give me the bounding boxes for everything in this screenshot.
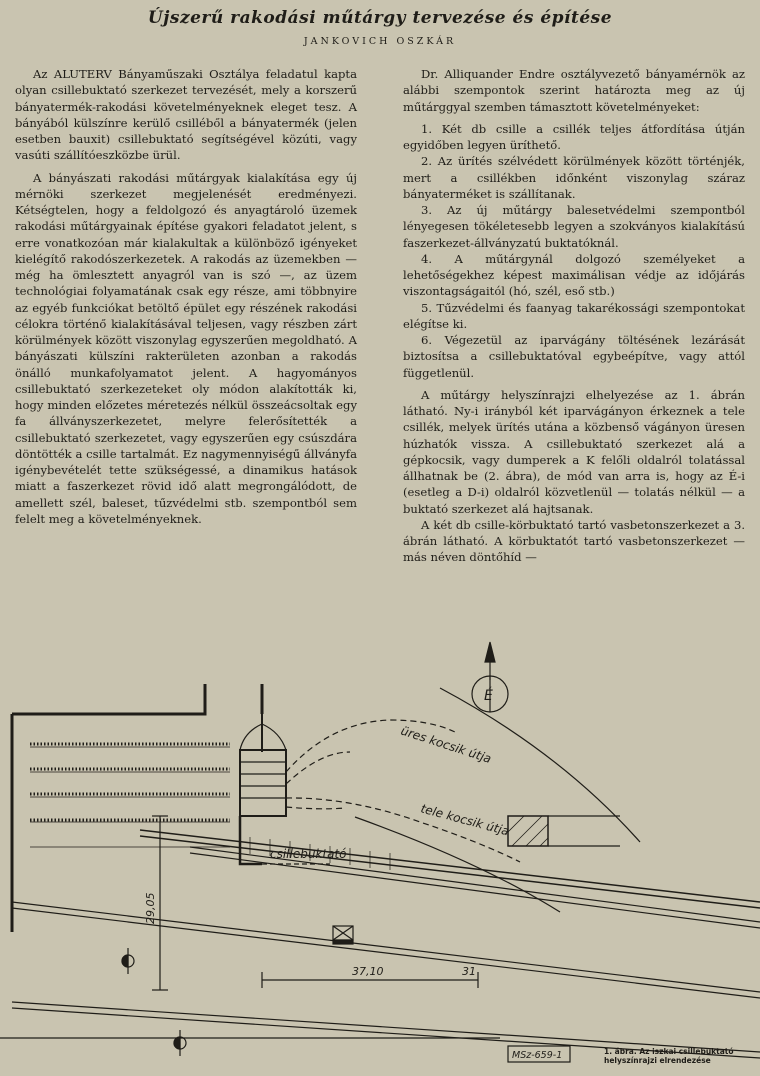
left-paragraph-2: A bányászati rakodási műtárgyak kialakítása egy új mérnöki szerkezet megjelenését eredményezi. Kétségtelen, hogy a feldolgozó és anyagtároló üzemek rakodási műtárgyainak építése gyakori feladatot jelent, s erre vonatkozóan már kialakultak a különböző igényeket kielégítő rakodószerkezetek. A rakodás az üzemekben — még ha ömlesztett anyagról van is szó —, az üzem technológiai folyamatának csak egy része, ami többnyire az egyéb funkciókat betöltő épület egy részének rakodási célokra történő kialakításával teljesen, vagy részben zárt körülmények között viszonylag egyszerűen megoldható. A bányászati külszíni rakterületen azonban a rakodás önálló munkafolyamatot jelent. A hagyományos csillebuktató szerkezeteket oly módon alakították ki, hogy minden előzetes méretezés nélkül összeácsoltak egy fa állványszerkezetet, melyre felerősítették a csillebuktató szerkezetet, vagy egyszerűen egy csúszdára döntötték a csille tartalmát. Ez nagymennyiségű állványfa igénybevételét tette szükségessé, a dinamikus hatások miatt a faszerkezet rövid idő alatt megrongálódott, de amellett szél, baleset, tűzvédelmi stb. szempontból sem felelt meg a követelményeknek.	[15, 170, 357, 526]
empty-car-label: üres kocsik útja	[399, 723, 494, 766]
railway-track-5	[12, 902, 760, 992]
requirement-4: 4. A műtárgynál dolgozó személyeket a lehetőségekhez képest maximálisan védje az időjárás viszontagságaitól (hó, szél, eső stb.)	[403, 251, 745, 299]
dumper-shelter	[508, 816, 548, 846]
signal-marker-1-fill	[122, 955, 128, 967]
railway-track-7	[12, 1002, 760, 1052]
requirement-2: 2. Az ürítés szélvédett körülmények között történjék, mert a csillékben időnként viszonylag száraz bányaterméket is szállítanak.	[403, 154, 745, 201]
north-arrow-head	[485, 642, 495, 662]
empty-car-branch	[286, 752, 350, 784]
switch-base	[333, 940, 353, 944]
boundary-wall-north	[12, 684, 205, 714]
site-plan-figure	[0, 632, 760, 1076]
dim-horizontal-label: 37,10	[352, 965, 384, 978]
railway-track-2	[140, 836, 760, 908]
article-title: Újszerű rakodási műtárgy tervezése és építése	[147, 8, 613, 28]
site-paragraph: A műtárgy helyszínrajzi elhelyezése az 1. ábrán látható. Ny-i irányból két iparvágányon érkeznek a tele csillék, melyek ürítés utána a közbenső vágányon üresen húzhatók vissza. A csillebuktató szerkezet alá a gépkocsik, vagy dumperek a K felőli oldalról tolatással állhatnak be (2. ábra), de mód van arra is, hogy az É-i (esetleg a D-i) oldalról közvetlenül — tolatás nélkül — a buktató szerkezet alá hajtsanak.	[403, 387, 745, 516]
structure-paragraph: A két db csille-körbuktató tartó vasbetonszerkezet a 3. ábrán látható. A körbuktatót tartó vasbetonszerkezet — más néven döntőhíd —	[403, 517, 745, 565]
figure-caption: 1. ábra. Az iszkai csillebuktató helyszínrajzi elrendezése	[604, 1047, 734, 1065]
drawing-stamp: MSz-659-1	[512, 1050, 563, 1061]
railway-track-4	[190, 853, 760, 928]
site-plan-drawing	[0, 632, 760, 1076]
requirement-3: 3. Az új műtárgy balesetvédelmi szempontból lényegesen tökéletesebb legyen a szokványos kialakítású faszerkezet-állványzatú buktatóknál.	[403, 203, 745, 250]
right-intro: Dr. Alliquander Endre osztályvezető bányamérnök az alábbi szempontok szerint határozta meg az új műtárggyal szemben támasztott követelményeket:	[403, 67, 745, 114]
railway-track-1	[140, 830, 760, 902]
right-column	[403, 66, 745, 566]
requirement-6: 6. Végezetül az iparvágány töltésének lezárását biztosítsa a csillebuktatóval egybeépítve, vagy attól függetlenül.	[403, 333, 745, 380]
dumper-shelter-hatch	[508, 816, 548, 846]
signal-marker-2-fill	[174, 1037, 180, 1049]
full-car-branch	[286, 807, 345, 809]
requirement-1: 1. Két db csille a csillék teljes átfordítása útján egyidőben legyen üríthető.	[403, 121, 745, 152]
left-paragraph-1: Az ALUTERV Bányaműszaki Osztálya feladatul kapta olyan csillebuktató szerkezet tervezését, mely a korszerű bányatermék-rakodási követelményeknek eleget tesz. A bányából külszínre kerülő csilléből a bányatermék (jelen esetben bauxit) csillebuktató segítségével közúti, vagy vasúti szállítóeszközbe ürül.	[15, 67, 357, 163]
north-label: É	[484, 688, 493, 704]
dim-vertical-label: 29,05	[144, 892, 157, 924]
switch-cross	[333, 926, 353, 940]
left-column	[15, 66, 357, 527]
article-author: JANKOVICH OSZKÁR	[303, 36, 457, 47]
embankment-hatch	[30, 747, 230, 847]
railway-track-6	[12, 908, 760, 998]
full-car-label: tele kocsik útja	[419, 801, 511, 839]
tipper-label: csillebuktató	[270, 847, 347, 861]
tipper-retaining-wall	[240, 816, 262, 864]
requirement-5: 5. Tűzvédelmi és faanyag takarékossági szempontokat elégítse ki.	[403, 300, 745, 331]
tipper-building	[240, 750, 286, 816]
dim-partial-label: 31	[462, 965, 476, 978]
